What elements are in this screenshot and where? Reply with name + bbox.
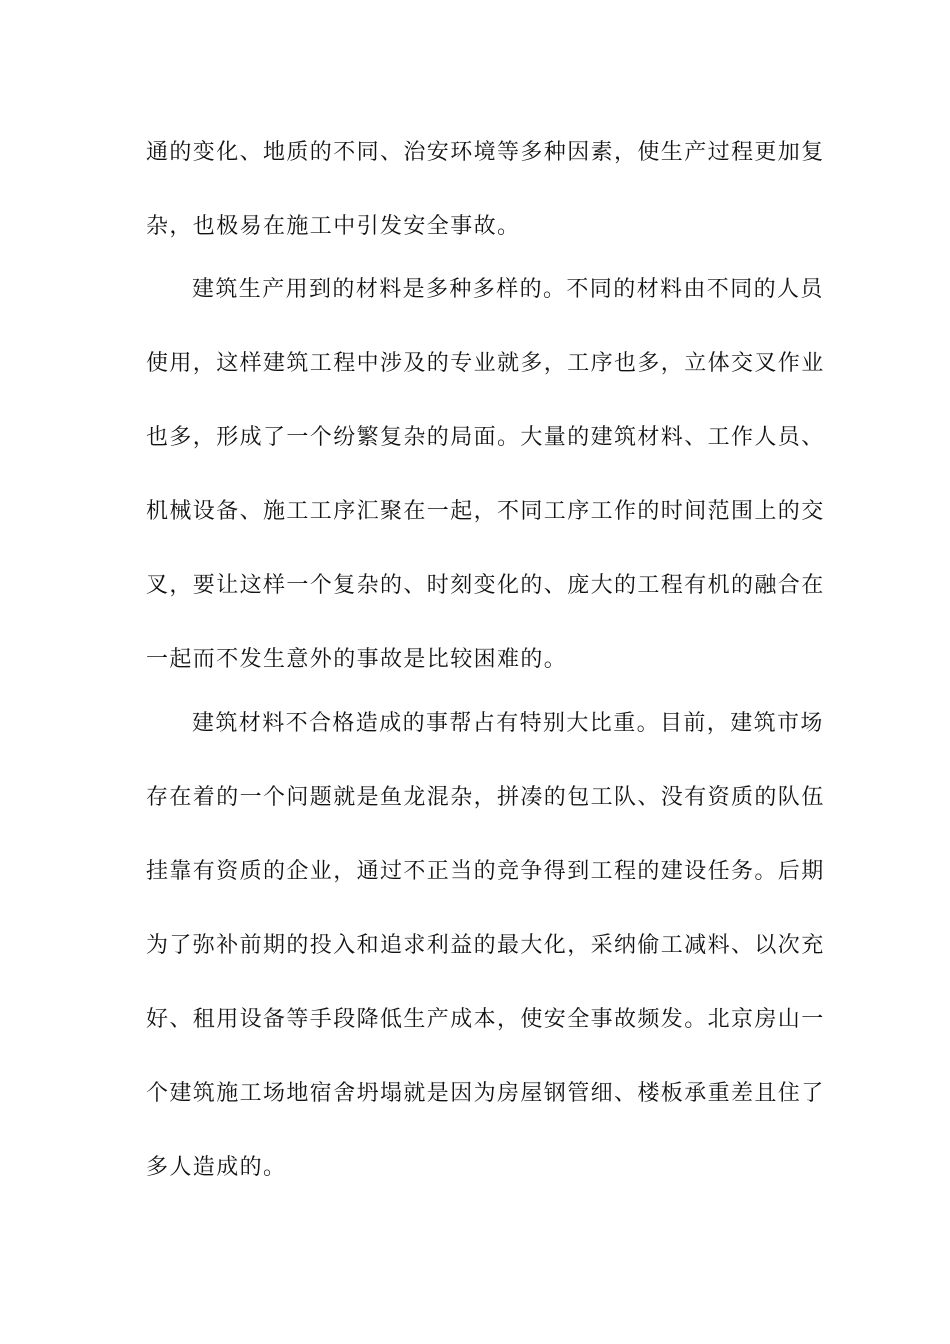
text-line-15: 多人造成的。 bbox=[146, 1155, 287, 1180]
text-line-5: 也多，形成了一个纷繁复杂的局面。大量的建筑材料、工作人员、 bbox=[146, 425, 825, 450]
text-line-14: 个建筑施工场地宿舍坍塌就是因为房屋钢管细、楼板承重差且住了 bbox=[146, 1081, 825, 1106]
paragraph-start-line-9: 建筑材料不合格造成的事帮占有特别大比重。目前，建筑市场 bbox=[192, 711, 824, 736]
text-line-11: 挂靠有资质的企业，通过不正当的竞争得到工程的建设任务。后期 bbox=[146, 859, 825, 884]
text-line-8: 一起而不发生意外的事故是比较困难的。 bbox=[146, 647, 568, 672]
text-line-13: 好、租用设备等手段降低生产成本，使安全事故频发。北京房山一 bbox=[146, 1007, 825, 1032]
text-line-4: 使用，这样建筑工程中涉及的专业就多，工序也多，立体交叉作业 bbox=[146, 351, 825, 376]
text-line-6: 机械设备、施工工序汇聚在一起，不同工序工作的时间范围上的交 bbox=[146, 499, 825, 524]
text-line-10: 存在着的一个问题就是鱼龙混杂，拼凑的包工队、没有资质的队伍 bbox=[146, 785, 825, 810]
text-line-1: 通的变化、地质的不同、治安环境等多种因素，使生产过程更加复 bbox=[146, 140, 825, 165]
paragraph-start-line-3: 建筑生产用到的材料是多种多样的。不同的材料由不同的人员 bbox=[192, 277, 824, 302]
text-line-2: 杂，也极易在施工中引发安全事故。 bbox=[146, 214, 521, 239]
text-line-7: 叉，要让这样一个复杂的、时刻变化的、庞大的工程有机的融合在 bbox=[146, 573, 825, 598]
text-line-12: 为了弥补前期的投入和追求利益的最大化，采纳偷工减料、以次充 bbox=[146, 933, 825, 958]
